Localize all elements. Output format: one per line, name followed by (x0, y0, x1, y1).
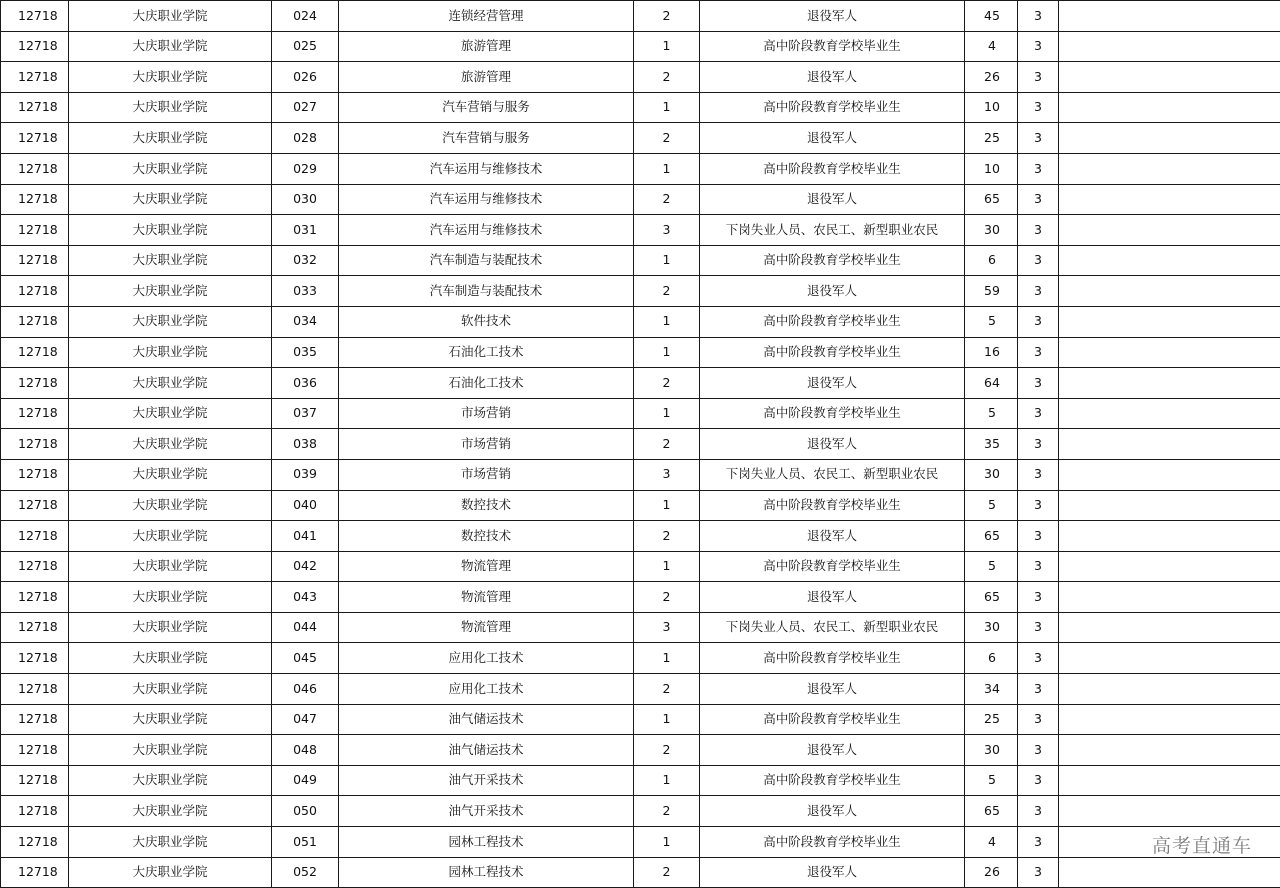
note-cell (1059, 153, 1280, 184)
watermark-text: 高考直通车 (1152, 831, 1252, 858)
years-cell: 3 (1018, 735, 1059, 766)
category-cell: 1 (634, 704, 700, 735)
plan-count-cell: 4 (965, 31, 1018, 62)
school-name-cell: 大庆职业学院 (69, 612, 272, 643)
table-row (1, 735, 1280, 766)
school-code-cell: 12718 (1, 674, 69, 705)
target-group-cell: 退役军人 (700, 429, 965, 460)
school-name-cell: 大庆职业学院 (69, 276, 272, 307)
major-code-cell: 044 (272, 612, 339, 643)
table-row (1, 92, 1280, 123)
years-cell: 3 (1018, 337, 1059, 368)
target-group-cell: 高中阶段教育学校毕业生 (700, 827, 965, 858)
major-name-cell: 应用化工技术 (339, 643, 634, 674)
major-name-cell: 连锁经营管理 (339, 1, 634, 32)
target-group-cell: 退役军人 (700, 276, 965, 307)
category-cell: 1 (634, 306, 700, 337)
note-cell (1059, 337, 1280, 368)
table-row (1, 368, 1280, 399)
school-name-cell: 大庆职业学院 (69, 796, 272, 827)
target-group-cell: 退役军人 (700, 521, 965, 552)
category-cell: 2 (634, 184, 700, 215)
plan-count-cell: 10 (965, 153, 1018, 184)
note-cell (1059, 31, 1280, 62)
major-code-cell: 030 (272, 184, 339, 215)
school-code-cell: 12718 (1, 765, 69, 796)
years-cell: 3 (1018, 1, 1059, 32)
school-code-cell: 12718 (1, 521, 69, 552)
years-cell: 3 (1018, 123, 1059, 154)
years-cell: 3 (1018, 674, 1059, 705)
years-cell: 3 (1018, 245, 1059, 276)
note-cell (1059, 245, 1280, 276)
major-code-cell: 045 (272, 643, 339, 674)
school-code-cell: 12718 (1, 582, 69, 613)
table-row (1, 62, 1280, 93)
years-cell: 3 (1018, 276, 1059, 307)
target-group-cell: 高中阶段教育学校毕业生 (700, 306, 965, 337)
note-cell (1059, 551, 1280, 582)
target-group-cell: 退役军人 (700, 582, 965, 613)
note-cell (1059, 674, 1280, 705)
major-code-cell: 048 (272, 735, 339, 766)
note-cell (1059, 735, 1280, 766)
table-row (1, 306, 1280, 337)
category-cell: 2 (634, 276, 700, 307)
major-code-cell: 043 (272, 582, 339, 613)
plan-count-cell: 34 (965, 674, 1018, 705)
years-cell: 3 (1018, 459, 1059, 490)
school-name-cell: 大庆职业学院 (69, 398, 272, 429)
major-name-cell: 园林工程技术 (339, 857, 634, 888)
note-cell (1059, 429, 1280, 460)
major-name-cell: 油气开采技术 (339, 796, 634, 827)
category-cell: 2 (634, 582, 700, 613)
category-cell: 1 (634, 153, 700, 184)
target-group-cell: 高中阶段教育学校毕业生 (700, 765, 965, 796)
major-name-cell: 汽车制造与装配技术 (339, 276, 634, 307)
years-cell: 3 (1018, 521, 1059, 552)
major-code-cell: 042 (272, 551, 339, 582)
major-code-cell: 050 (272, 796, 339, 827)
target-group-cell: 退役军人 (700, 1, 965, 32)
note-cell (1059, 582, 1280, 613)
plan-count-cell: 25 (965, 123, 1018, 154)
major-name-cell: 数控技术 (339, 490, 634, 521)
target-group-cell: 退役军人 (700, 796, 965, 827)
major-name-cell: 旅游管理 (339, 31, 634, 62)
target-group-cell: 下岗失业人员、农民工、新型职业农民 (700, 612, 965, 643)
note-cell (1059, 857, 1280, 888)
school-name-cell: 大庆职业学院 (69, 643, 272, 674)
table-row (1, 857, 1280, 888)
category-cell: 1 (634, 92, 700, 123)
years-cell: 3 (1018, 398, 1059, 429)
school-name-cell: 大庆职业学院 (69, 521, 272, 552)
major-code-cell: 047 (272, 704, 339, 735)
plan-count-cell: 4 (965, 827, 1018, 858)
major-name-cell: 市场营销 (339, 429, 634, 460)
category-cell: 1 (634, 337, 700, 368)
school-code-cell: 12718 (1, 368, 69, 399)
note-cell (1059, 215, 1280, 246)
school-code-cell: 12718 (1, 184, 69, 215)
school-code-cell: 12718 (1, 276, 69, 307)
school-code-cell: 12718 (1, 398, 69, 429)
years-cell: 3 (1018, 92, 1059, 123)
note-cell (1059, 92, 1280, 123)
major-code-cell: 049 (272, 765, 339, 796)
plan-count-cell: 5 (965, 306, 1018, 337)
plan-count-cell: 10 (965, 92, 1018, 123)
target-group-cell: 高中阶段教育学校毕业生 (700, 490, 965, 521)
major-code-cell: 035 (272, 337, 339, 368)
table-row (1, 612, 1280, 643)
plan-count-cell: 26 (965, 857, 1018, 888)
table-body (1, 1, 1280, 888)
school-code-cell: 12718 (1, 1, 69, 32)
major-name-cell: 物流管理 (339, 582, 634, 613)
school-name-cell: 大庆职业学院 (69, 429, 272, 460)
note-cell (1059, 490, 1280, 521)
note-cell (1059, 123, 1280, 154)
years-cell: 3 (1018, 153, 1059, 184)
table-row (1, 765, 1280, 796)
plan-count-cell: 65 (965, 582, 1018, 613)
school-name-cell: 大庆职业学院 (69, 857, 272, 888)
category-cell: 2 (634, 857, 700, 888)
school-name-cell: 大庆职业学院 (69, 551, 272, 582)
category-cell: 2 (634, 62, 700, 93)
plan-count-cell: 30 (965, 215, 1018, 246)
years-cell: 3 (1018, 827, 1059, 858)
table-row (1, 215, 1280, 246)
major-code-cell: 041 (272, 521, 339, 552)
table-row (1, 245, 1280, 276)
major-code-cell: 034 (272, 306, 339, 337)
major-code-cell: 026 (272, 62, 339, 93)
target-group-cell: 高中阶段教育学校毕业生 (700, 245, 965, 276)
note-cell (1059, 368, 1280, 399)
table-row (1, 582, 1280, 613)
table-row (1, 123, 1280, 154)
school-name-cell: 大庆职业学院 (69, 337, 272, 368)
target-group-cell: 退役军人 (700, 674, 965, 705)
note-cell (1059, 62, 1280, 93)
plan-count-cell: 30 (965, 735, 1018, 766)
school-code-cell: 12718 (1, 123, 69, 154)
major-code-cell: 038 (272, 429, 339, 460)
school-code-cell: 12718 (1, 153, 69, 184)
category-cell: 3 (634, 459, 700, 490)
years-cell: 3 (1018, 582, 1059, 613)
major-name-cell: 油气储运技术 (339, 704, 634, 735)
major-code-cell: 037 (272, 398, 339, 429)
plan-count-cell: 45 (965, 1, 1018, 32)
target-group-cell: 退役军人 (700, 735, 965, 766)
school-name-cell: 大庆职业学院 (69, 735, 272, 766)
school-name-cell: 大庆职业学院 (69, 582, 272, 613)
category-cell: 2 (634, 429, 700, 460)
years-cell: 3 (1018, 368, 1059, 399)
note-cell (1059, 521, 1280, 552)
target-group-cell: 高中阶段教育学校毕业生 (700, 398, 965, 429)
years-cell: 3 (1018, 796, 1059, 827)
school-name-cell: 大庆职业学院 (69, 31, 272, 62)
plan-count-cell: 25 (965, 704, 1018, 735)
plan-count-cell: 59 (965, 276, 1018, 307)
major-name-cell: 汽车运用与维修技术 (339, 184, 634, 215)
school-code-cell: 12718 (1, 857, 69, 888)
plan-count-cell: 5 (965, 551, 1018, 582)
category-cell: 2 (634, 674, 700, 705)
major-name-cell: 市场营销 (339, 459, 634, 490)
note-cell (1059, 276, 1280, 307)
years-cell: 3 (1018, 643, 1059, 674)
table-row (1, 276, 1280, 307)
school-code-cell: 12718 (1, 429, 69, 460)
category-cell: 1 (634, 643, 700, 674)
plan-count-cell: 16 (965, 337, 1018, 368)
school-code-cell: 12718 (1, 245, 69, 276)
note-cell (1059, 306, 1280, 337)
target-group-cell: 高中阶段教育学校毕业生 (700, 92, 965, 123)
target-group-cell: 退役军人 (700, 123, 965, 154)
table-row (1, 429, 1280, 460)
note-cell (1059, 704, 1280, 735)
major-name-cell: 应用化工技术 (339, 674, 634, 705)
table-row (1, 551, 1280, 582)
note-cell (1059, 459, 1280, 490)
years-cell: 3 (1018, 551, 1059, 582)
category-cell: 2 (634, 1, 700, 32)
category-cell: 1 (634, 245, 700, 276)
years-cell: 3 (1018, 765, 1059, 796)
table-row (1, 459, 1280, 490)
school-code-cell: 12718 (1, 337, 69, 368)
category-cell: 3 (634, 612, 700, 643)
target-group-cell: 高中阶段教育学校毕业生 (700, 153, 965, 184)
school-code-cell: 12718 (1, 490, 69, 521)
major-name-cell: 油气开采技术 (339, 765, 634, 796)
years-cell: 3 (1018, 62, 1059, 93)
major-name-cell: 物流管理 (339, 612, 634, 643)
major-name-cell: 石油化工技术 (339, 337, 634, 368)
major-name-cell: 汽车制造与装配技术 (339, 245, 634, 276)
years-cell: 3 (1018, 215, 1059, 246)
school-code-cell: 12718 (1, 92, 69, 123)
major-code-cell: 033 (272, 276, 339, 307)
category-cell: 1 (634, 490, 700, 521)
plan-count-cell: 5 (965, 765, 1018, 796)
school-name-cell: 大庆职业学院 (69, 674, 272, 705)
plan-count-cell: 6 (965, 245, 1018, 276)
major-name-cell: 园林工程技术 (339, 827, 634, 858)
major-name-cell: 数控技术 (339, 521, 634, 552)
major-code-cell: 036 (272, 368, 339, 399)
school-code-cell: 12718 (1, 704, 69, 735)
target-group-cell: 高中阶段教育学校毕业生 (700, 704, 965, 735)
note-cell (1059, 765, 1280, 796)
note-cell (1059, 612, 1280, 643)
school-name-cell: 大庆职业学院 (69, 92, 272, 123)
years-cell: 3 (1018, 490, 1059, 521)
school-code-cell: 12718 (1, 215, 69, 246)
major-code-cell: 039 (272, 459, 339, 490)
school-name-cell: 大庆职业学院 (69, 765, 272, 796)
category-cell: 1 (634, 31, 700, 62)
plan-count-cell: 65 (965, 184, 1018, 215)
major-name-cell: 软件技术 (339, 306, 634, 337)
target-group-cell: 高中阶段教育学校毕业生 (700, 31, 965, 62)
note-cell (1059, 398, 1280, 429)
category-cell: 2 (634, 368, 700, 399)
target-group-cell: 下岗失业人员、农民工、新型职业农民 (700, 459, 965, 490)
table-row (1, 704, 1280, 735)
plan-count-cell: 65 (965, 521, 1018, 552)
years-cell: 3 (1018, 704, 1059, 735)
table-row (1, 153, 1280, 184)
major-code-cell: 031 (272, 215, 339, 246)
plan-count-cell: 65 (965, 796, 1018, 827)
table-row (1, 337, 1280, 368)
school-name-cell: 大庆职业学院 (69, 215, 272, 246)
table-row (1, 521, 1280, 552)
school-name-cell: 大庆职业学院 (69, 368, 272, 399)
school-code-cell: 12718 (1, 612, 69, 643)
school-name-cell: 大庆职业学院 (69, 306, 272, 337)
target-group-cell: 高中阶段教育学校毕业生 (700, 643, 965, 674)
plan-count-cell: 5 (965, 490, 1018, 521)
school-name-cell: 大庆职业学院 (69, 123, 272, 154)
school-code-cell: 12718 (1, 735, 69, 766)
school-code-cell: 12718 (1, 827, 69, 858)
major-name-cell: 油气储运技术 (339, 735, 634, 766)
plan-count-cell: 30 (965, 612, 1018, 643)
school-name-cell: 大庆职业学院 (69, 245, 272, 276)
major-name-cell: 石油化工技术 (339, 368, 634, 399)
school-name-cell: 大庆职业学院 (69, 827, 272, 858)
category-cell: 1 (634, 398, 700, 429)
table-row (1, 674, 1280, 705)
note-cell (1059, 184, 1280, 215)
school-name-cell: 大庆职业学院 (69, 1, 272, 32)
years-cell: 3 (1018, 184, 1059, 215)
school-name-cell: 大庆职业学院 (69, 490, 272, 521)
plan-count-cell: 35 (965, 429, 1018, 460)
table-row (1, 398, 1280, 429)
major-name-cell: 汽车营销与服务 (339, 123, 634, 154)
category-cell: 2 (634, 796, 700, 827)
school-code-cell: 12718 (1, 31, 69, 62)
years-cell: 3 (1018, 429, 1059, 460)
table-row (1, 184, 1280, 215)
plan-count-cell: 6 (965, 643, 1018, 674)
table-row (1, 827, 1280, 858)
category-cell: 2 (634, 123, 700, 154)
school-name-cell: 大庆职业学院 (69, 184, 272, 215)
school-name-cell: 大庆职业学院 (69, 459, 272, 490)
plan-count-cell: 5 (965, 398, 1018, 429)
major-code-cell: 024 (272, 1, 339, 32)
school-code-cell: 12718 (1, 796, 69, 827)
school-name-cell: 大庆职业学院 (69, 153, 272, 184)
school-code-cell: 12718 (1, 643, 69, 674)
major-name-cell: 物流管理 (339, 551, 634, 582)
category-cell: 2 (634, 521, 700, 552)
major-name-cell: 汽车营销与服务 (339, 92, 634, 123)
years-cell: 3 (1018, 612, 1059, 643)
major-name-cell: 旅游管理 (339, 62, 634, 93)
table-row (1, 643, 1280, 674)
school-code-cell: 12718 (1, 62, 69, 93)
major-code-cell: 040 (272, 490, 339, 521)
years-cell: 3 (1018, 31, 1059, 62)
target-group-cell: 退役军人 (700, 857, 965, 888)
table-row (1, 796, 1280, 827)
plan-count-cell: 64 (965, 368, 1018, 399)
major-code-cell: 027 (272, 92, 339, 123)
category-cell: 1 (634, 765, 700, 796)
major-code-cell: 052 (272, 857, 339, 888)
table-row (1, 31, 1280, 62)
major-code-cell: 046 (272, 674, 339, 705)
major-code-cell: 025 (272, 31, 339, 62)
major-code-cell: 029 (272, 153, 339, 184)
years-cell: 3 (1018, 857, 1059, 888)
major-code-cell: 032 (272, 245, 339, 276)
note-cell (1059, 796, 1280, 827)
target-group-cell: 退役军人 (700, 62, 965, 93)
target-group-cell: 退役军人 (700, 184, 965, 215)
major-code-cell: 051 (272, 827, 339, 858)
major-code-cell: 028 (272, 123, 339, 154)
table-row (1, 490, 1280, 521)
school-name-cell: 大庆职业学院 (69, 704, 272, 735)
category-cell: 1 (634, 827, 700, 858)
major-name-cell: 市场营销 (339, 398, 634, 429)
school-name-cell: 大庆职业学院 (69, 62, 272, 93)
category-cell: 1 (634, 551, 700, 582)
note-cell (1059, 643, 1280, 674)
category-cell: 3 (634, 215, 700, 246)
school-code-cell: 12718 (1, 551, 69, 582)
major-name-cell: 汽车运用与维修技术 (339, 153, 634, 184)
plan-count-cell: 30 (965, 459, 1018, 490)
school-code-cell: 12718 (1, 459, 69, 490)
category-cell: 2 (634, 735, 700, 766)
table-row (1, 1, 1280, 32)
years-cell: 3 (1018, 306, 1059, 337)
target-group-cell: 退役军人 (700, 368, 965, 399)
major-name-cell: 汽车运用与维修技术 (339, 215, 634, 246)
target-group-cell: 高中阶段教育学校毕业生 (700, 337, 965, 368)
note-cell (1059, 1, 1280, 32)
plan-count-cell: 26 (965, 62, 1018, 93)
target-group-cell: 高中阶段教育学校毕业生 (700, 551, 965, 582)
school-code-cell: 12718 (1, 306, 69, 337)
target-group-cell: 下岗失业人员、农民工、新型职业农民 (700, 215, 965, 246)
